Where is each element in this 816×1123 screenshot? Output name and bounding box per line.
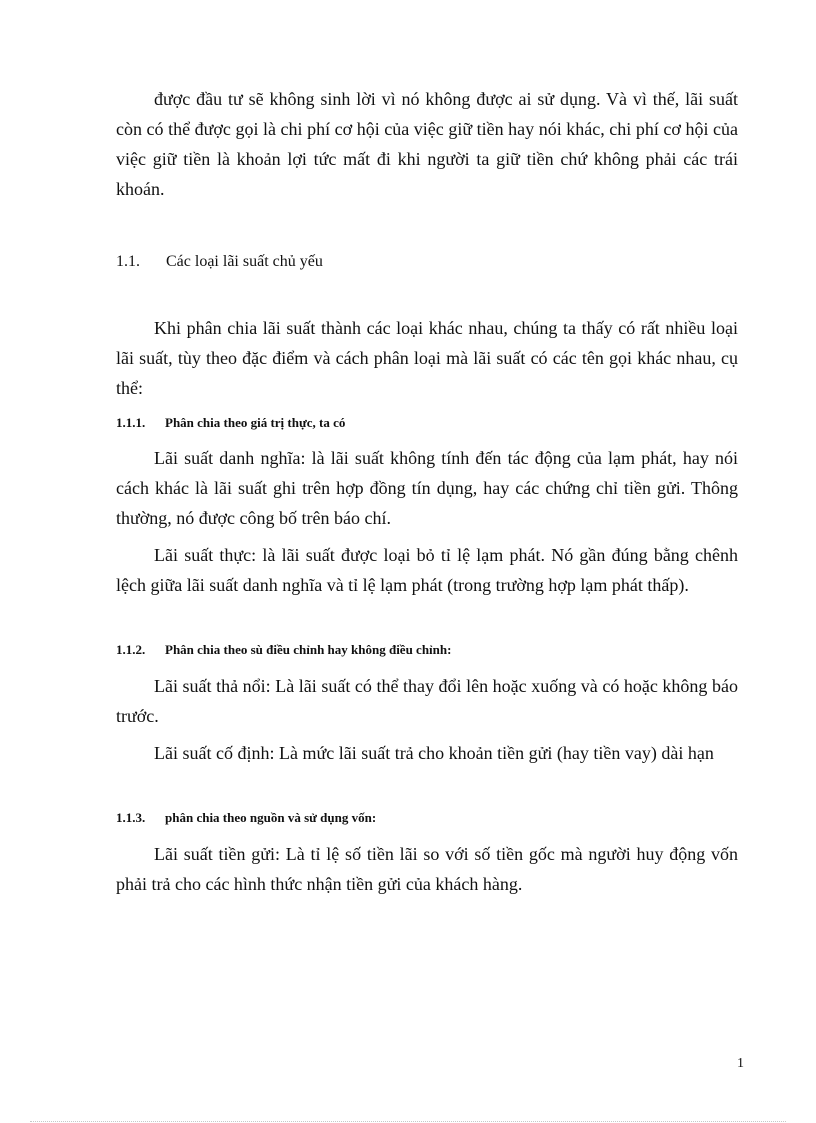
heading-1-1-title: Các loại lãi suất chủ yếu — [166, 253, 323, 270]
paragraph-intro-types: Khi phân chia lãi suất thành các loại khác nhau, chúng ta thấy có rất nhiều loại lãi suất, tùy theo đặc điểm và cách phân loại mà lãi suất có các tên gọi khác nhau, cụ thể: — [116, 318, 738, 398]
heading-1-1-2 — [116, 640, 738, 660]
page-bottom-divider — [30, 1121, 786, 1122]
heading-1-1-number: 1.1. — [116, 253, 140, 270]
paragraph-floating-rate: Lãi suất thả nổi: Là lãi suất có thể thay đổi lên hoặc xuống và có hoặc không báo trước. — [116, 676, 738, 726]
heading-1-1-3 — [116, 808, 738, 828]
heading-1-1 — [116, 250, 738, 274]
paragraph-opportunity-cost: được đầu tư sẽ không sinh lời vì nó không được ai sử dụng. Và vì thế, lãi suất còn có thể được gọi là chi phí cơ hội của việc giữ tiền hay nói khác, chi phí cơ hội của việc giữ tiền là khoản lợi tức mất đi khi người ta giữ tiền chứ không phải các trái khoán. — [116, 89, 738, 199]
heading-1-1-3-number: 1.1.3. — [116, 810, 146, 825]
paragraph-real-rate: Lãi suất thực: là lãi suất được loại bỏ tỉ lệ lạm phát. Nó gần đúng bằng chênh lệch giữa lãi suất danh nghĩa và tỉ lệ lạm phát (trong trường hợp lạm phát thấp). — [116, 545, 738, 595]
page-number: 1 — [737, 1056, 744, 1071]
heading-1-1-2-number: 1.1.2. — [116, 642, 146, 657]
paragraph-deposit-rate: Lãi suất tiền gửi: Là tỉ lệ số tiền lãi so với số tiền gốc mà người huy động vốn phải trả cho các hình thức nhận tiền gửi của khách hàng. — [116, 844, 738, 894]
heading-1-1-3-title: phân chia theo nguồn và sử dụng vốn: — [165, 810, 377, 825]
heading-1-1-1-number: 1.1.1. — [116, 415, 146, 430]
heading-1-1-1 — [116, 413, 738, 433]
heading-1-1-1-title: Phân chia theo giá trị thực, ta có — [165, 415, 346, 430]
heading-1-1-2-title: Phân chia theo sù điều chỉnh hay không điều chỉnh: — [165, 642, 452, 657]
paragraph-fixed-rate: Lãi suất cố định: Là mức lãi suất trả cho khoản tiền gửi (hay tiền vay) dài hạn — [154, 743, 714, 763]
paragraph-nominal-rate: Lãi suất danh nghĩa: là lãi suất không tính đến tác động của lạm phát, hay nói cách khác là lãi suất ghi trên hợp đồng tín dụng, hay các chứng chỉ tiền gửi. Thông thường, nó được công bố trên báo chí. — [116, 448, 738, 528]
